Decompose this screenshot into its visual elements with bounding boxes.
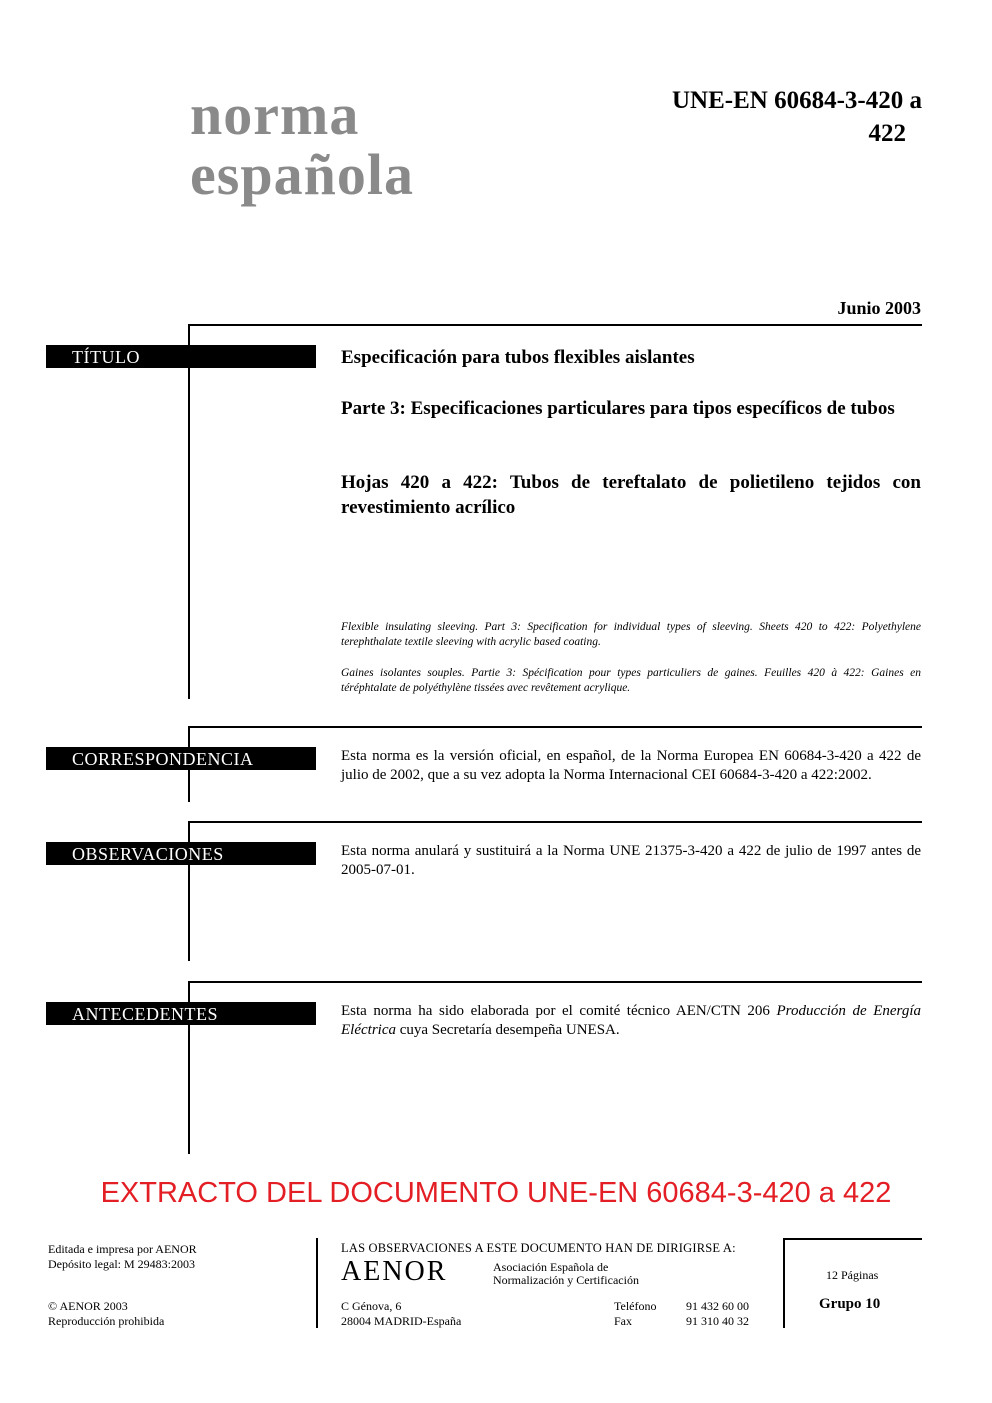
section-vertical-rule: [188, 324, 190, 699]
footer-address-line-2: 28004 MADRID-España: [341, 1314, 462, 1328]
aenor-logo: AENOR: [341, 1256, 448, 1287]
title-main: Especificación para tubos flexibles aislantes: [341, 347, 695, 368]
section-divider: [188, 821, 922, 823]
antecedentes-text-after: cuya Secretaría desempeña UNESA.: [395, 1022, 620, 1038]
brand-line-2: española: [190, 142, 414, 207]
publication-date: Junio 2003: [837, 298, 921, 318]
footer-group: Grupo 10: [819, 1296, 881, 1312]
footer-pages: 12 Páginas: [826, 1268, 879, 1282]
antecedentes-committee-name: Producción de Energía Eléctrica: [341, 1003, 921, 1038]
label-correspondencia: CORRESPONDENCIA: [46, 747, 316, 770]
brand-line-1: norma: [190, 82, 360, 147]
label-observaciones: OBSERVACIONES: [46, 842, 316, 865]
label-titulo: TÍTULO: [46, 345, 316, 368]
title-sheets: Hojas 420 a 422: Tubos de tereftalato de polietileno tejidos con revestimiento acrílico: [341, 472, 921, 518]
aenor-name-line-2: Normalización y Certificación: [493, 1273, 639, 1287]
footer-copyright: © AENOR 2003: [48, 1299, 128, 1313]
footer-divider: [316, 1238, 318, 1328]
standard-code-line-1: UNE-EN 60684-3-420 a: [672, 87, 922, 114]
footer-fax-value: 91 310 40 32: [686, 1314, 749, 1328]
section-divider: [188, 981, 922, 983]
footer-box-top: [783, 1238, 922, 1240]
footer-edited: Editada e impresa por AENOR: [48, 1242, 197, 1256]
footer-fax-label: Fax: [614, 1314, 632, 1328]
correspondencia-text: Esta norma es la versión oficial, en español, de la Norma Europea EN 60684-3-420 a 422 de julio de 2002, que a su vez adopta la Norma Internacional CEI 60684-3-420 a 422:2002.: [341, 748, 921, 783]
section-divider: [188, 726, 922, 728]
observaciones-text: Esta norma anulará y sustituirá a la Norma UNE 21375-3-420 a 422 de julio de 1997 antes de 2005-07-01.: [341, 843, 921, 878]
footer-deposit: Depósito legal: M 29483:2003: [48, 1257, 195, 1271]
footer-box-side: [783, 1238, 785, 1328]
extract-banner: EXTRACTO DEL DOCUMENTO UNE-EN 60684-3-420 a 422: [100, 1177, 892, 1209]
label-antecedentes: ANTECEDENTES: [46, 1002, 316, 1025]
section-divider: [188, 324, 922, 326]
footer-phone-label: Teléfono: [614, 1299, 657, 1313]
footer-phone-value: 91 432 60 00: [686, 1299, 749, 1313]
title-part: Parte 3: Especificaciones particulares para tipos específicos de tubos: [341, 398, 895, 419]
footer-reproduction: Reproducción prohibida: [48, 1314, 165, 1328]
title-french: Gaines isolantes souples. Partie 3: Spécification pour types particuliers de gaines. Feuilles 420 à 422: Gaines en téréphtalate de polyéthylène tissées avec revêtement acrylique.: [341, 667, 921, 694]
aenor-name-line-1: Asociación Española de: [493, 1260, 609, 1274]
antecedentes-text-before: Esta norma ha sido elaborada por el comité técnico AEN/CTN 206: [341, 1003, 777, 1019]
antecedentes-text: [341, 1002, 921, 1040]
standard-code-line-2: 422: [868, 120, 906, 147]
footer-address-line-1: C Génova, 6: [341, 1299, 402, 1313]
title-english: Flexible insulating sleeving. Part 3: Specification for individual types of sleeving. Sheets 420 to 422: Polyethylene terephthalate textile sleeving with acrylic based coating.: [341, 621, 921, 648]
footer-observations-heading: LAS OBSERVACIONES A ESTE DOCUMENTO HAN DE DIRIGIRSE A:: [341, 1241, 736, 1255]
